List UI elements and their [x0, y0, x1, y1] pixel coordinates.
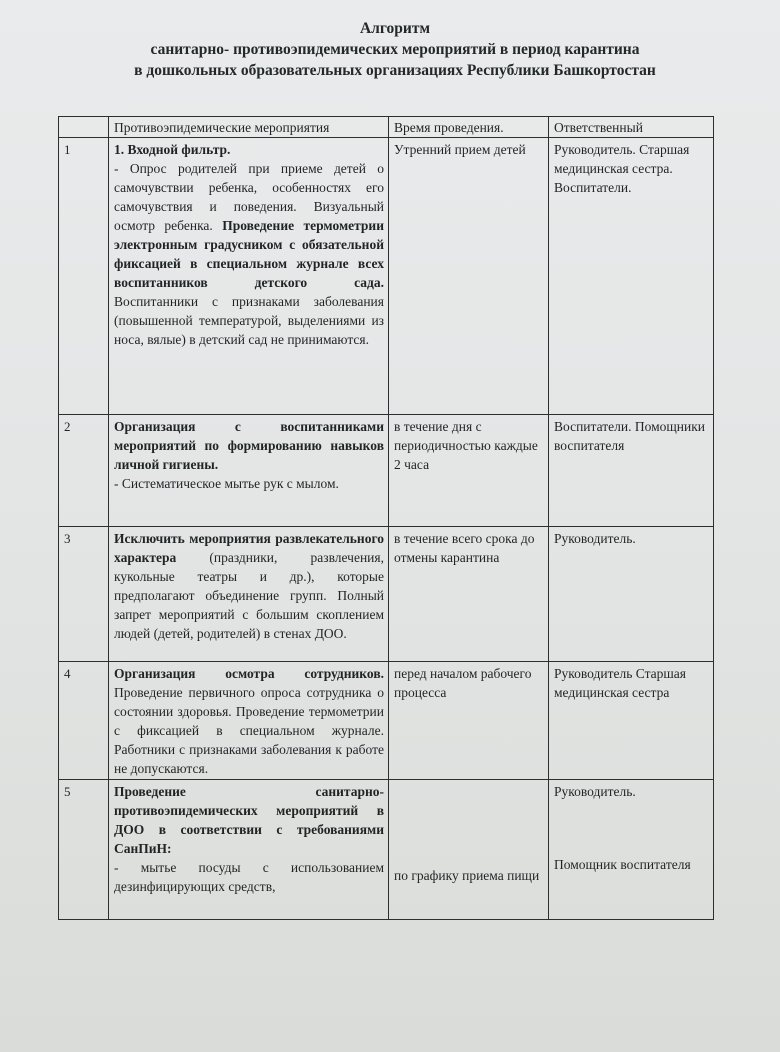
- row-number: 5: [59, 780, 109, 920]
- row-responsible: [549, 780, 714, 920]
- measure-text: Проведение первичного опроса сотрудника о состоянии здоровья. Проведение термометрии с фиксацией в специальном журнале. Работники с признаками заболевания к работе не допускаются.: [114, 685, 384, 776]
- header-time: Время проведения.: [389, 117, 549, 138]
- row-measure: [109, 527, 389, 662]
- document-title: [90, 18, 700, 81]
- title-line-1: Алгоритм: [359, 20, 430, 37]
- measure-text-2: Воспитанники с признаками заболевания (повышенной температурой, выделениями из носа, вялые) в детский сад не принимаются.: [114, 294, 384, 347]
- row-time: перед началом рабочего процесса: [389, 662, 549, 780]
- row-responsible: Руководитель.: [549, 527, 714, 662]
- row-measure: [109, 662, 389, 780]
- measure-text: - Опрос родителей при приеме детей о самочувствии ребенка, особенностях его самочувствия и поведения. Визуальный осмотр ребенка.: [114, 161, 384, 233]
- row-number: 3: [59, 527, 109, 662]
- measure-text: - мытье посуды с использованием дезинфицирующих средств,: [114, 860, 384, 894]
- table-row: [59, 780, 714, 920]
- row-number: 4: [59, 662, 109, 780]
- row-number: 1: [59, 138, 109, 415]
- table-header-row: [59, 117, 714, 138]
- row-time: [389, 780, 549, 920]
- measure-heading: Проведение санитарно-противоэпидемических мероприятий в ДОО в соответствии с требованиями СанПиН:: [114, 784, 384, 856]
- row-time-text: по графику приема пищи: [394, 868, 540, 883]
- header-measures: Противоэпидемические мероприятия: [109, 117, 389, 138]
- row-responsible: Воспитатели. Помощники воспитателя: [549, 415, 714, 527]
- row-responsible: Руководитель Старшая медицинская сестра: [549, 662, 714, 780]
- measure-heading: 1. Входной фильтр.: [114, 142, 231, 157]
- row-time: в течение дня с периодичностью каждые 2 часа: [389, 415, 549, 527]
- table-row: [59, 138, 714, 415]
- measure-text: - Систематическое мытье рук с мылом.: [114, 476, 339, 491]
- measure-text: (праздники, развлечения, кукольные театры и др.), которые предполагают объединение групп. Полный запрет мероприятий с большим скоплением людей (детей, родителей) в стенах ДОО.: [114, 550, 384, 641]
- row-measure: [109, 415, 389, 527]
- row-time: в течение всего срока до отмены карантина: [389, 527, 549, 662]
- row-time: Утренний прием детей: [389, 138, 549, 415]
- title-line-3: в дошкольных образовательных организациях Республики Башкортостан: [134, 62, 656, 79]
- table-row: [59, 527, 714, 662]
- row-measure: [109, 138, 389, 415]
- row-number: 2: [59, 415, 109, 527]
- header-number: [59, 117, 109, 138]
- row-responsible-text-2: Помощник воспитателя: [554, 857, 691, 872]
- header-responsible: Ответственный: [549, 117, 714, 138]
- row-responsible: Руководитель. Старшая медицинская сестра. Воспитатели.: [549, 138, 714, 415]
- measures-table: [58, 116, 714, 920]
- title-line-2: санитарно- противоэпидемических мероприятий в период карантина: [150, 41, 640, 58]
- measure-emphasis: Проведение термометрии электронным градусником с обязательной фиксацией в специальном журнале всех воспитанников детского сада.: [114, 218, 384, 290]
- measure-heading: Исключить мероприятия развлекательного характера: [114, 531, 384, 565]
- measure-heading: Организация осмотра сотрудников.: [114, 666, 384, 681]
- table-row: [59, 415, 714, 527]
- row-measure: [109, 780, 389, 920]
- row-responsible-text: Руководитель.: [554, 784, 636, 799]
- measure-heading: Организация с воспитанниками мероприятий по формированию навыков личной гигиены.: [114, 419, 384, 472]
- table-row: [59, 662, 714, 780]
